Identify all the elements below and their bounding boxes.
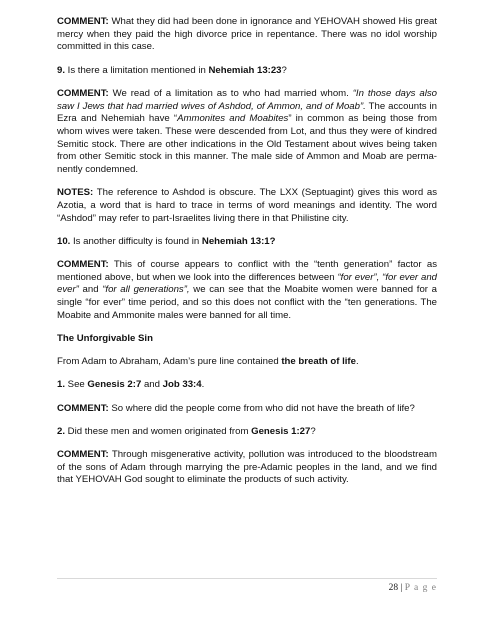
text-run: What they did had been done in ignorance and YEHOVAH showed His great mercy when they paid the high divorce price in repentance. There was no idol worship committed in this case. — [57, 16, 437, 53]
text-run: ” in common as being those from whom wives were taken. These were descended from Lot, and thus they were of kindred Semitic stock. There are other indications in the Old Testament about wives being taken from other Semitic stock in this manner. The male side of Ammon and Moab are permanently condemned. — [57, 113, 437, 176]
text-run: and — [141, 379, 163, 391]
paragraph — [57, 259, 437, 323]
paragraph — [57, 236, 437, 249]
italic-text: “In those days also saw I Jews that had married wives of Ashdod, of Ammon, and of Moab”. — [57, 87, 437, 112]
text-run: Did these men and women originated from — [65, 425, 252, 437]
italic-text: “for all generations”, — [102, 284, 190, 296]
bold-text: COMMENT: — [57, 402, 109, 414]
text-run: Through misgenerative activity, pollution was introduced to the bloodstream of the sons of Adam through marrying the pre-Adamic peoples in the land, and we find that YEHOVAH God sought to eliminate the products of such activity. — [57, 449, 437, 486]
bold-text: COMMENT: — [57, 449, 109, 461]
text-run: So where did the people come from who did not have the breath of life? — [108, 402, 415, 414]
bold-text: Job 33:4 — [162, 379, 202, 391]
text-run: From Adam to Abraham, Adam’s pure line contained — [57, 356, 282, 368]
bold-text: Genesis 2:7 — [87, 379, 142, 391]
text-run: This of course appears to conflict with the “tenth generation” factor as mentioned above, but when we look into the differences between — [57, 259, 437, 283]
text-run: Is there a limitation mentioned in — [65, 64, 209, 76]
text-run: See — [65, 379, 88, 391]
bold-text: Nehemiah 13:23 — [208, 64, 282, 76]
paragraph — [57, 16, 437, 54]
bold-text: COMMENT: — [57, 259, 109, 271]
bold-text: 10. — [57, 235, 71, 247]
bold-text: COMMENT: — [57, 87, 109, 99]
text-run: we can see that the Moabite women were banned for a single “for ever” time period, and so this does not conflict with the “ten generations. The Moabite and Ammonite males were banned for all time. — [57, 284, 437, 321]
footer-separator: | — [400, 583, 403, 593]
paragraph — [57, 403, 437, 416]
page-content — [57, 16, 437, 498]
text-run: ? — [281, 64, 287, 76]
bold-text: COMMENT: — [57, 16, 109, 27]
paragraph — [57, 379, 437, 392]
bold-text: The Unforgivable Sin — [57, 333, 153, 345]
paragraph — [57, 356, 437, 369]
bold-text: Genesis 1:27 — [251, 425, 311, 437]
paragraph — [57, 449, 437, 487]
italic-text: “for ever”, “for ever and ever” — [57, 271, 437, 296]
page-footer — [389, 583, 437, 593]
text-run: We read of a limitation as to who had married whom. — [108, 87, 353, 99]
paragraph — [57, 88, 437, 177]
bold-text: 9. — [57, 64, 66, 76]
text-run: . — [355, 356, 359, 368]
text-run: ? — [310, 425, 316, 437]
bold-text: 1. — [57, 379, 66, 391]
section-heading — [57, 333, 437, 346]
paragraph — [57, 65, 437, 78]
bold-text: 2. — [57, 425, 66, 437]
bold-text: NOTES: — [57, 187, 94, 199]
text-run: The reference to Ashdod is obscure. The LXX (Septuagint) gives this word as Azotia, a word that is hard to trace in terms of word meanings and identity. The word “Ashdod” may refer to part-Israelites living there in that Philistine city. — [57, 187, 437, 224]
page-number: 28 — [388, 583, 399, 593]
italic-text: Ammonites and Moabites — [177, 113, 289, 125]
page-label: P a g e — [404, 583, 437, 593]
bold-text: Nehemiah 13:1? — [201, 235, 276, 247]
text-run: Is another difficulty is found in — [70, 235, 202, 247]
footer-divider — [57, 578, 437, 579]
text-run: and — [78, 284, 103, 296]
paragraph — [57, 187, 437, 225]
paragraph — [57, 426, 437, 439]
bold-text: the breath of life — [281, 356, 356, 368]
text-run: . — [201, 379, 205, 391]
text-run: The accounts in Ezra and Nehemiah have “ — [57, 100, 437, 125]
